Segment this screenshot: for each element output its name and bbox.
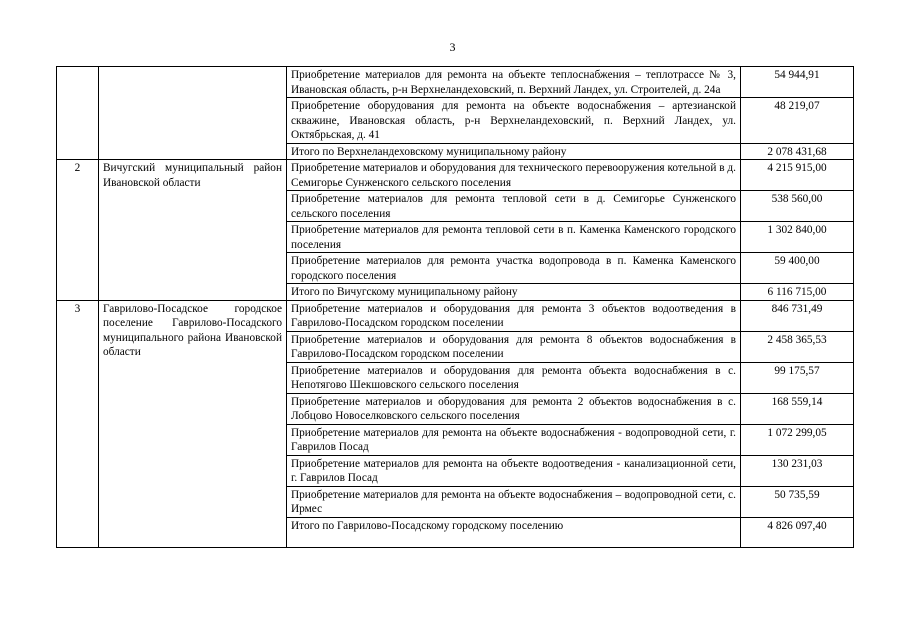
expenditure-table	[56, 66, 854, 548]
description-cell: Приобретение материалов и оборудования для ремонта 8 объектов водоснабжения в Гаврилово-Посадском городском поселении	[287, 331, 741, 362]
page-number: 3	[449, 40, 456, 54]
description-cell: Приобретение материалов и оборудования для ремонта объекта водоснабжения в с. Непотягово Шекшовского сельского поселения	[287, 362, 741, 393]
row-number-cell: 2	[57, 160, 99, 301]
amount-cell: 2 458 365,53	[741, 331, 854, 362]
row-number-cell: 3	[57, 300, 99, 547]
table-row	[57, 300, 854, 331]
description-cell: Приобретение материалов для ремонта на объекте теплоснабжения – теплотрассе № 3, Ивановская область, р-н Верхнеландеховский, п. Верхний Ландех, ул. Строителей, д. 24а	[287, 67, 741, 98]
amount-cell: 59 400,00	[741, 253, 854, 284]
description-cell: Приобретение материалов и оборудования для ремонта 2 объектов водоснабжения в с. Лобцово Новоселковского сельского поселения	[287, 393, 741, 424]
amount-cell: 99 175,57	[741, 362, 854, 393]
amount-cell: 48 219,07	[741, 98, 854, 144]
row-number-cell	[57, 67, 99, 160]
amount-cell: 50 735,59	[741, 486, 854, 517]
amount-cell: 168 559,14	[741, 393, 854, 424]
amount-cell: 1 072 299,05	[741, 424, 854, 455]
amount-cell: 1 302 840,00	[741, 222, 854, 253]
subtotal-label-cell: Итого по Вичугскому муниципальному району	[287, 284, 741, 301]
subtotal-amount-cell: 2 078 431,68	[741, 143, 854, 160]
description-cell: Приобретение материалов и оборудования для ремонта 3 объектов водоотведения в Гаврилово-Посадском городском поселении	[287, 300, 741, 331]
subtotal-label-cell: Итого по Верхнеландеховскому муниципальному району	[287, 143, 741, 160]
municipality-cell	[99, 67, 287, 160]
table-row	[57, 67, 854, 98]
description-cell: Приобретение материалов для ремонта на объекте водоснабжения – водопроводной сети, с. Ирмес	[287, 486, 741, 517]
description-cell: Приобретение материалов для ремонта участка водопровода в п. Каменка Каменского городского поселения	[287, 253, 741, 284]
amount-cell: 538 560,00	[741, 191, 854, 222]
description-cell: Приобретение материалов для ремонта тепловой сети в п. Каменка Каменского городского поселения	[287, 222, 741, 253]
subtotal-label-cell: Итого по Гаврилово-Посадскому городскому поселению	[287, 517, 741, 547]
subtotal-amount-cell: 4 826 097,40	[741, 517, 854, 547]
amount-cell: 54 944,91	[741, 67, 854, 98]
subtotal-amount-cell: 6 116 715,00	[741, 284, 854, 301]
amount-cell: 4 215 915,00	[741, 160, 854, 191]
municipality-cell: Вичугский муниципальный район Ивановской области	[99, 160, 287, 301]
amount-cell: 130 231,03	[741, 455, 854, 486]
description-cell: Приобретение оборудования для ремонта на объекте водоснабжения – артезианской скважине, Ивановская область, р-н Верхнеландеховский, п. Верхний Ландех, ул. Октябрьская, д. 41	[287, 98, 741, 144]
description-cell: Приобретение материалов для ремонта на объекте водоотведения - канализационной сети, г. Гаврилов Посад	[287, 455, 741, 486]
description-cell: Приобретение материалов и оборудования для технического перевооружения котельной в д. Семигорье Сунженского сельского поселения	[287, 160, 741, 191]
description-cell: Приобретение материалов для ремонта тепловой сети в д. Семигорье Сунженского сельского поселения	[287, 191, 741, 222]
description-cell: Приобретение материалов для ремонта на объекте водоснабжения - водопроводной сети, г. Гаврилов Посад	[287, 424, 741, 455]
amount-cell: 846 731,49	[741, 300, 854, 331]
municipality-cell: Гаврилово-Посадское городское поселение Гаврилово-Посадского муниципального района Ивановской области	[99, 300, 287, 547]
table-row	[57, 160, 854, 191]
